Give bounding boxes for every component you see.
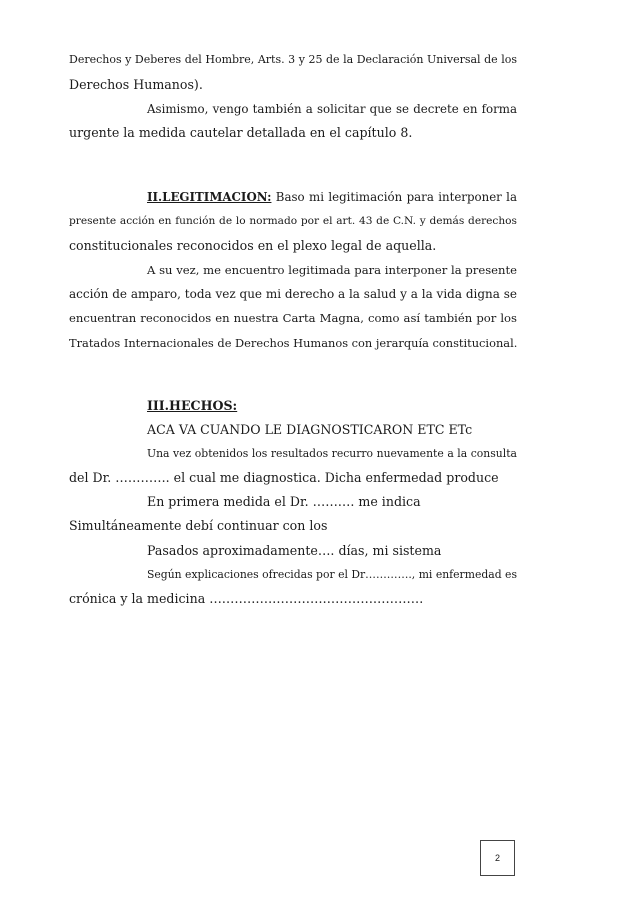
hechos-line-1: ACA VA CUANDO LE DIAGNOSTICARON ETC ETc	[147, 422, 473, 437]
hechos-heading: III.HECHOS:	[147, 398, 238, 413]
intro-line-4: urgente la medida cautelar detallada en el capítulo 8.	[69, 125, 413, 140]
intro-line-1: Derechos y Deberes del Hombre, Arts. 3 y 25 de la Declaración Universal de los	[69, 53, 517, 66]
legitimacion-line-3: constitucionales reconocidos en el plexo legal de aquella.	[69, 238, 437, 253]
intro-line-3: Asimismo, vengo también a solicitar que se decrete en forma	[147, 102, 517, 116]
hechos-line-2: Una vez obtenidos los resultados recurro nuevamente a la consulta	[147, 447, 517, 460]
intro-line-2: Derechos Humanos).	[69, 77, 203, 92]
legitimacion-line-5: acción de amparo, toda vez que mi derecho a la salud y a la vida digna se	[69, 287, 517, 301]
legitimacion-line-2: presente acción en función de lo normado por el art. 43 de C.N. y demás derechos	[69, 215, 517, 227]
legitimacion-line-4: A su vez, me encuentro legitimada para interponer la presente	[147, 263, 517, 277]
hechos-line-5: Simultáneamente debí continuar con los	[69, 518, 328, 533]
hechos-line-8: crónica y la medicina ……………………………………………	[69, 591, 424, 606]
hechos-line-6: Pasados aproximadamente…. días, mi sistema	[147, 543, 442, 558]
page-number: 2	[480, 840, 515, 876]
legitimacion-line-1	[147, 189, 517, 205]
legitimacion-line-7: Tratados Internacionales de Derechos Humanos con jerarquía constitucional.	[69, 336, 518, 350]
hechos-line-4: En primera medida el Dr. ………. me indica	[147, 494, 421, 509]
hechos-line-3: del Dr. …………. el cual me diagnostica. Dicha enfermedad produce	[69, 470, 499, 485]
legitimacion-line-1-text: Baso mi legitimación para interponer la	[271, 190, 517, 204]
hechos-line-7: Según explicaciones ofrecidas por el Dr…………., mi enfermedad es	[147, 568, 517, 581]
legitimacion-line-6: encuentran reconocidos en nuestra Carta Magna, como así también por los	[69, 311, 517, 325]
legitimacion-heading: II.LEGITIMACION:	[147, 190, 272, 204]
